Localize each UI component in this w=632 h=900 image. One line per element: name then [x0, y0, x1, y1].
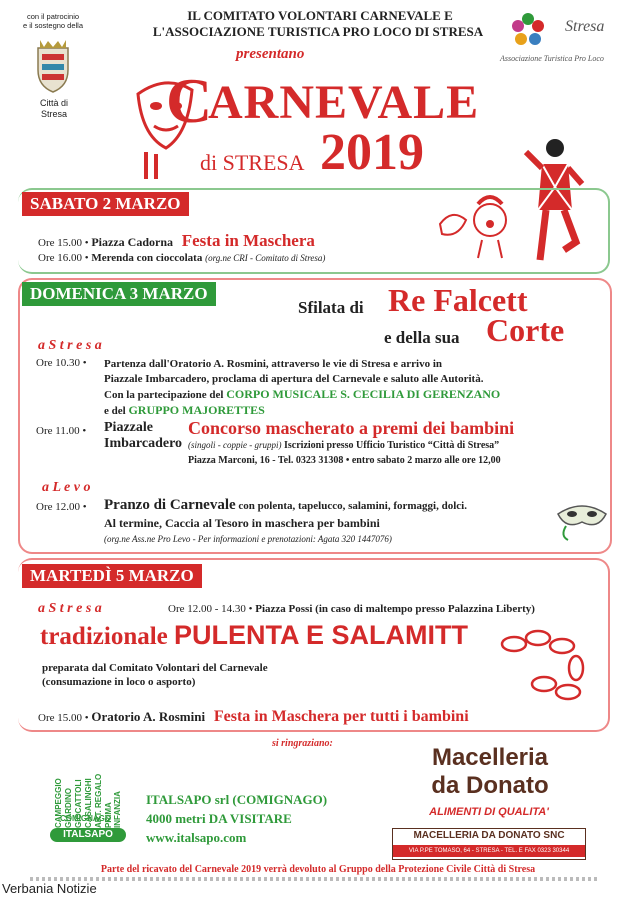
butcher-logo: Macelleria da Donato [431, 744, 549, 799]
italsapo-logo: CAMPEGGIO GIARDINO GIOCATTOLI CASALINGHI ART. REGALO PRIMA INFANZIA COMIGNAGO ITALSAPO [42, 738, 134, 850]
polenta-title: tradizionale PULENTA E SALAMITT [40, 620, 468, 650]
parade-label: Sfilata di [298, 298, 364, 317]
polenta-desc-2: (consumazione in loco o asporto) [42, 676, 196, 688]
sunday-row-1-time: Ore 10.30 • [36, 357, 87, 369]
sunday-row-2-time: Ore 11.00 • [36, 425, 87, 437]
parade-court-label: e della sua [384, 328, 460, 347]
butcher-slogan: ALIMENTI DI QUALITA' [429, 806, 549, 818]
footer-note: Parte del ricavato del Carnevale 2019 verrà devoluto al Gruppo della Protezione Civile Città di Stresa [100, 864, 536, 875]
saturday-date-tag: SABATO 2 MARZO [22, 192, 189, 216]
tuesday-location: a S t r e s a [38, 601, 102, 616]
sausage-chain-icon [498, 626, 594, 712]
sunday-row-1-text: Partenza dall'Oratorio A. Rosmini, attraverso le vie di Stresa e arrivo in Piazzale Imbarcadero, proclama di apertura del Carnevale e saluto alle Autorità. Con la partecipazione del CORPO MUSICALE S. CECILIA DI GERENZANO e del GRUPPO MAJORETTES [104, 358, 501, 417]
event-subtitle: di STRESA [200, 150, 305, 175]
coat-of-arms-icon [30, 38, 76, 94]
footer-fineprint [30, 877, 600, 881]
saturday-row-1: Ore 15.00 • Piazza Cadorna Festa in Maschera [38, 231, 315, 250]
italsapo-info: ITALSAPO srl (COMIGNAGO) 4000 metri DA VISITARE www.italsapo.com [146, 792, 328, 845]
location-stresa: a S t r e s a [38, 338, 102, 353]
thanks-label: si ringraziano: [272, 738, 333, 749]
sunday-row-2-place: Piazzale Imbarcadero [104, 420, 183, 451]
polenta-desc-1: preparata dal Comitato Volontari del Carnevale [42, 662, 268, 674]
carnival-mask-icon [552, 492, 612, 542]
italsapo-website: www.italsapo.com [146, 830, 247, 845]
event-title: ARNEVALE [208, 76, 480, 129]
organizer-line-2: L'ASSOCIAZIONE TURISTICA PRO LOCO DI STRESA [152, 24, 484, 39]
clown-mask-icon [432, 184, 522, 260]
tuesday-row-2: Ore 15.00 • Oratorio A. Rosmini Festa in Maschera per tutti i bambini [38, 708, 469, 725]
treasure-hunt-line: Al termine, Caccia al Tesoro in maschera per bambini [104, 516, 380, 530]
costume-contest-title: Concorso mascherato a premi dei bambini [188, 418, 515, 438]
patronage-note: con il patrocinio e il sostegno della [22, 12, 84, 30]
credit-label: Verbania Notizie [2, 881, 97, 896]
event-year: 2019 [320, 124, 424, 181]
saturday-row-2: Ore 16.00 • Merenda con cioccolata (org.ne CRI - Comitato di Stresa) [38, 252, 326, 264]
tuesday-date-tag: MARTEDÌ 5 MARZO [22, 564, 202, 588]
lunch-line: Pranzo di Carnevale con polenta, tapelucco, salamini, formaggi, dolci. [104, 497, 467, 513]
levo-note: (org.ne Ass.ne Pro Levo - Per informazioni e prenotazioni: Agata 320 1447076) [104, 534, 392, 544]
parade-king: Re Falcett [388, 282, 528, 318]
parade-court: Corte [486, 312, 565, 348]
tuesday-row-1: Ore 12.00 - 14.30 • Piazza Possi (in caso di maltempo presso Palazzina Liberty) [168, 603, 535, 615]
sunday-date-tag: DOMENICA 3 MARZO [22, 282, 216, 306]
italsapo-badge: ITALSAPO [50, 828, 126, 842]
organizer-line-1: IL COMITATO VOLONTARI CARNEVALE E [187, 8, 453, 23]
title-initial: C [166, 65, 212, 136]
city-name: Città di Stresa [39, 98, 68, 119]
pro-loco-caption: Associazione Turistica Pro Loco [500, 54, 604, 63]
costume-contest-deadline: Piazza Marconi, 16 - Tel. 0323 31308 • entro sabato 2 marzo alle ore 12,00 [188, 455, 501, 466]
pro-loco-flower-icon [508, 10, 548, 50]
costume-contest-info: (singoli - coppie - gruppi) Iscrizioni presso Ufficio Turistico “Città di Stresa” [188, 440, 500, 451]
sunday-row-3-time: Ore 12.00 • [36, 501, 87, 513]
butcher-box: MACELLERIA DA DONATO SNC VIA P.PE TOMASO, 64 - STRESA - TEL. E FAX 0323 30344 [392, 828, 586, 860]
pro-loco-logo-name: Stresa [565, 18, 605, 35]
presents-label: presentano [236, 46, 305, 62]
location-levo: a L e v o [42, 480, 91, 495]
